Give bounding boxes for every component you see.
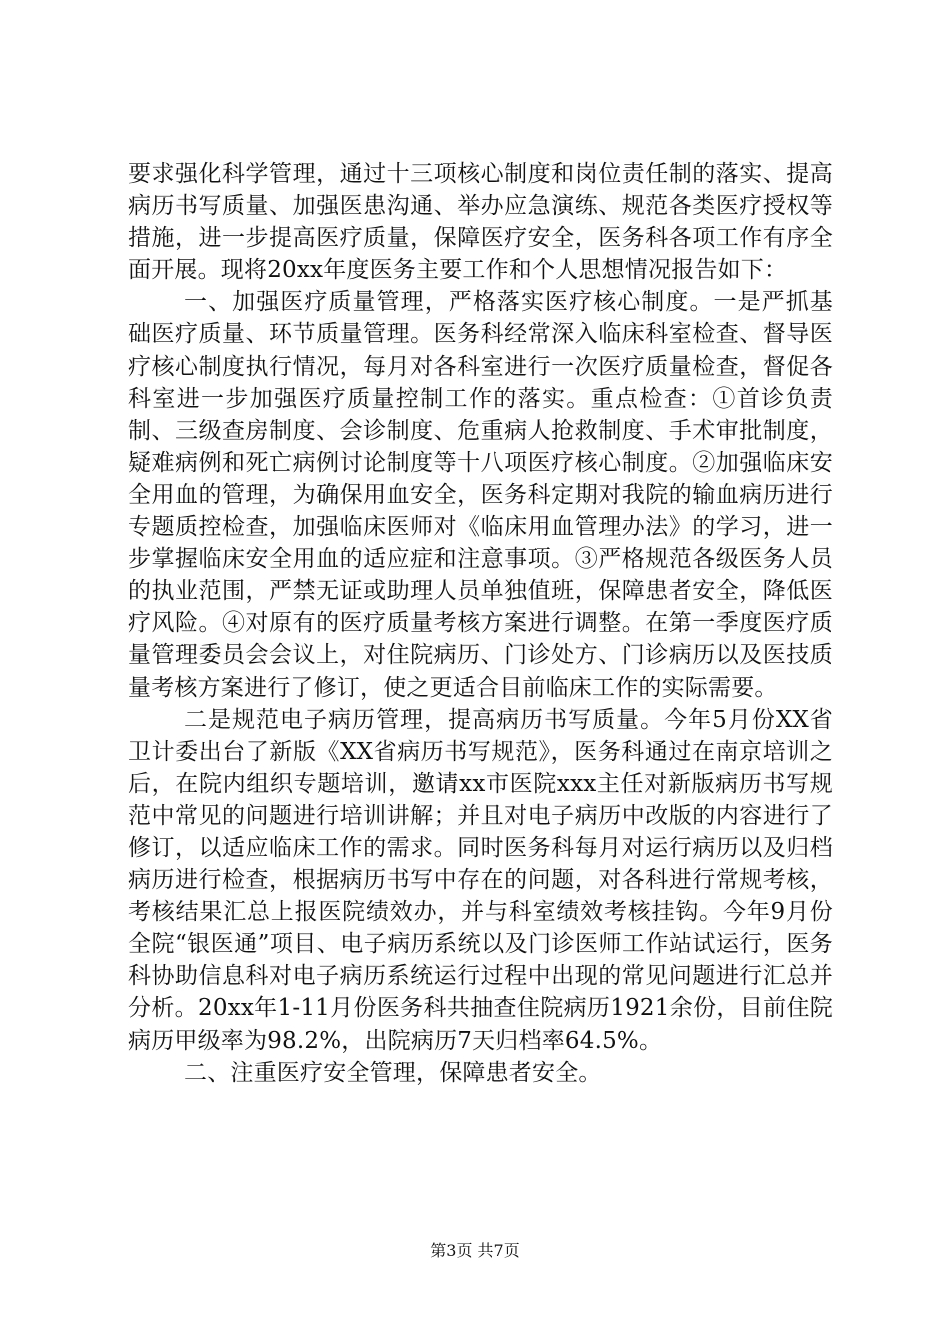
document-body	[128, 158, 833, 1089]
paragraph-quality-management: 一、加强医疗质量管理，严格落实医疗核心制度。一是严抓基础医疗质量、环节质量管理。医务科经常深入临床科室检查、督导医疗核心制度执行情况，每月对各科室进行一次医疗质量检查，督促各科室进一步加强医疗质量控制工作的落实。重点检查：①首诊负责制、三级查房制度、会诊制度、危重病人抢救制度、手术审批制度，疑难病例和死亡病例讨论制度等十八项医疗核心制度。②加强临床安全用血的管理，为确保用血安全，医务科定期对我院的输血病历进行专题质控检查，加强临床医师对《临床用血管理办法》的学习，进一步掌握临床安全用血的适应症和注意事项。③严格规范各级医务人员的执业范围，严禁无证或助理人员单独值班，保障患者安全，降低医疗风险。④对原有的医疗质量考核方案进行调整。在第一季度医疗质量管理委员会会议上，对住院病历、门诊处方、门诊病历以及医技质量考核方案进行了修订，使之更适合目前临床工作的实际需要。	[128, 289, 833, 701]
paragraph-intro: 要求强化科学管理，通过十三项核心制度和岗位责任制的落实、提高病历书写质量、加强医患沟通、举办应急演练、规范各类医疗授权等措施，进一步提高医疗质量，保障医疗安全，医务科各项工作有序全面开展。现将20xx年度医务主要工作和个人思想情况报告如下：	[128, 161, 833, 284]
paragraph-safety-heading: 二、注重医疗安全管理，保障患者安全。	[184, 1059, 602, 1086]
page-footer: 第3页 共7页	[430, 1241, 520, 1260]
paragraph-electronic-records: 二是规范电子病历管理，提高病历书写质量。今年5月份XX省卫计委出台了新版《XX省病历书写规范》，医务科通过在南京培训之后，在院内组织专题培训，邀请xx市医院xxx主任对新版病历书写规范中常见的问题进行培训讲解；并且对电子病历中改版的内容进行了修订，以适应临床工作的需求。同时医务科每月对运行病历以及归档病历进行检查，根据病历书写中存在的问题，对各科进行常规考核，考核结果汇总上报医院绩效办，并与科室绩效考核挂钩。今年9月份全院“银医通”项目、电子病历系统以及门诊医师工作站试运行，医务科协助信息科对电子病历系统运行过程中出现的常见问题进行汇总并分析。20xx年1-11月份医务科共抽查住院病历1921余份，目前住院病历甲级率为98.2%，出院病历7天归档率64.5%。	[128, 706, 833, 1054]
